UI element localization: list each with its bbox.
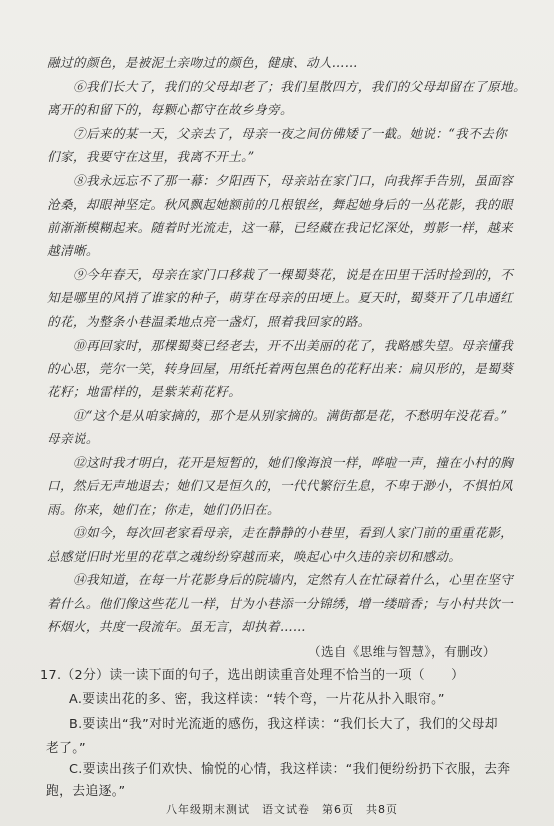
passage-line: ⑨今年春天，母亲在家门口移栽了一棵蜀葵花，说是在田里干活时捡到的，不 [73, 267, 514, 282]
page-footer: 八年级期末测试 语文试卷 第6页 共8页 [166, 803, 398, 816]
passage-line: 雨。你来，她们在；你走，她们仍旧在。 [47, 502, 280, 517]
passage-line: 离开的和留下的，每颗心都守在故乡身旁。 [47, 102, 293, 117]
passage-line: 总感觉旧时光里的花草之魂纷纷穿越而来，唤起心中久违的亲切和感动。 [47, 549, 462, 564]
q17-option-a: A.要读出花的多、密，我这样读：“转个弯，一片花从扑入眼帘。” [69, 692, 445, 707]
passage-line: ⑫这时我才明白，花开是短暂的，她们像海浪一样，哗啦一声，撞在小村的胸 [73, 455, 514, 470]
q17-option-b: B.要读出“我”对时光流逝的感伤，我这样读：“我们长大了，我们的父母却 [69, 717, 498, 732]
q17-option-c: C.要读出孩子们欢快、愉悦的心情，我这样读：“我们便纷纷扔下衣服，去奔 [69, 762, 511, 777]
passage-line: 融过的颜色，是被泥土亲吻过的颜色，健康、动人…… [47, 55, 358, 70]
passage-line: 母亲说。 [47, 431, 99, 446]
passage-line: ⑦后来的某一天，父亲去了，母亲一夜之间仿佛矮了一截。她说：“我不去你 [73, 126, 507, 141]
passage-line: 的花，为整条小巷温柔地点亮一盏灯，照着我回家的路。 [47, 314, 371, 329]
passage-line: ⑭我知道，在每一片花影身后的院墙内，定然有人在忙碌着什么，心里在坚守 [73, 572, 514, 587]
passage-line: 杯烟火，共度一段流年。虽无言，却执着…… [47, 619, 306, 634]
passage-line: 越清晰。 [47, 243, 99, 258]
q17-stem: 17.（2分）读一读下面的句子，选出朗读重音处理不恰当的一项（ ） [40, 668, 465, 683]
passage-line: 们家，我要守在这里，我离不开土。” [47, 149, 255, 164]
passage-line: ⑪“这个是从咱家摘的，那个是从别家摘的。满街都是花，不愁明年没花看。” [73, 408, 508, 423]
passage-line: 知是哪里的风捎了谁家的种子，萌芽在母亲的田埂上。夏天时，蜀葵开了几串通红 [47, 290, 513, 305]
passage-line: ⑩再回家时，那棵蜀葵已经老去，开不出美丽的花了，我略感失望。母亲懂我 [73, 338, 514, 353]
passage-line: 的心思，莞尔一笑，转身回屋，用纸托着两包黑色的花籽出来：扁贝形的，是蜀葵 [47, 361, 513, 376]
passage-line: 口，然后无声地退去；她们又是恒久的，一代代繁衍生息，不卑于渺小，不惧怕风 [47, 478, 513, 493]
q17-option-b-cont: 老了。” [46, 741, 87, 756]
source-note: （选自《思维与智慧》，有删改） [308, 644, 496, 659]
passage-line: 着什么。他们像这些花儿一样，甘为小巷添一分锦绣，增一缕暗香；与小村共饮一 [47, 596, 513, 611]
passage-line: 花籽；地雷样的，是紫茉莉花籽。 [47, 384, 242, 399]
passage-line: ⑬如今，每次回老家看母亲，走在静静的小巷里，看到人家门前的重重花影， [73, 525, 514, 540]
passage-line: 沧桑，却眼神坚定。秋风飘起她额前的几根银丝，舞起她身后的一丛花影，我的眼 [47, 197, 513, 212]
passage-line: ⑧我永远忘不了那一幕：夕阳西下，母亲站在家门口，向我挥手告别，虽面容 [73, 173, 514, 188]
passage-line: 前渐渐模糊起来。随着时光流走，这一幕，已经藏在我记忆深处，剪影一样，越来 [47, 220, 513, 235]
q17-option-c-cont: 跑，去追逐。” [46, 784, 126, 799]
passage-line: ⑥我们长大了，我们的父母却老了；我们星散四方，我们的父母却留在了原地。 [73, 79, 527, 94]
